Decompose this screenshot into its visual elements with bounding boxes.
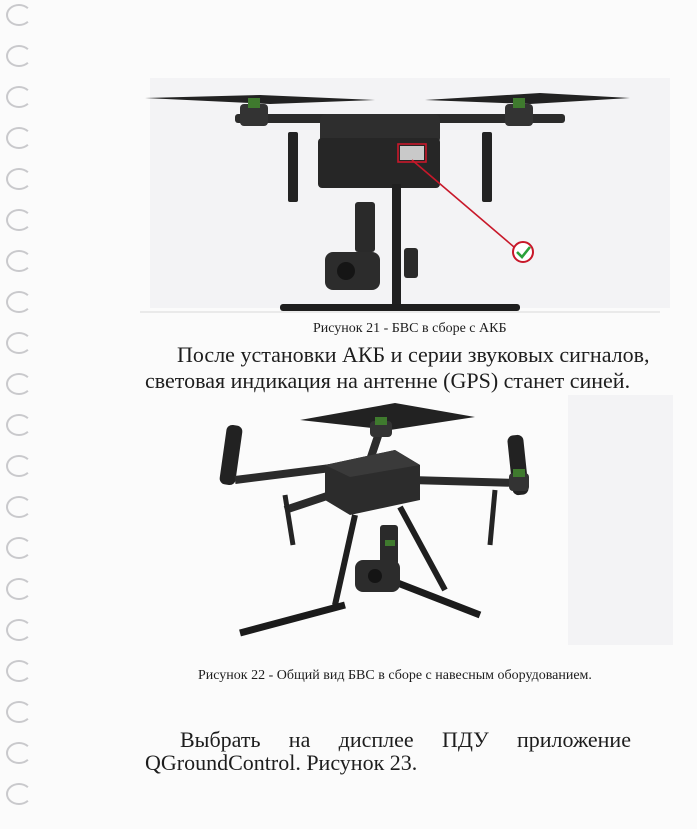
word: приложение xyxy=(517,727,631,752)
binding-ring xyxy=(6,4,32,26)
binding-ring xyxy=(6,455,32,477)
binding-ring xyxy=(6,250,32,272)
binding-ring xyxy=(6,332,32,354)
figure-22-caption: Рисунок 22 - Общий вид БВС в сборе с навесным оборудованием. xyxy=(198,668,592,683)
figure-21-caption: Рисунок 21 - БВС в сборе с АКБ xyxy=(313,321,507,336)
show-through-shadow xyxy=(568,395,673,645)
binding-ring xyxy=(6,701,32,723)
binding-ring xyxy=(6,209,32,231)
binding-ring xyxy=(6,496,32,518)
word: на xyxy=(288,727,311,752)
paragraph-line: После установки АКБ и серии звуковых сигналов, xyxy=(177,342,650,367)
word: ПДУ xyxy=(441,727,489,752)
binding-ring xyxy=(6,414,32,436)
binding-ring xyxy=(6,578,32,600)
spiral-binding xyxy=(0,0,40,829)
word: Выбрать xyxy=(180,727,261,752)
drone-perspective-image xyxy=(205,395,550,657)
binding-ring xyxy=(6,660,32,682)
paragraph-line: световая индикация на антенне (GPS) станет синей. xyxy=(145,368,631,393)
binding-ring xyxy=(6,619,32,641)
binding-ring xyxy=(6,45,32,67)
binding-ring xyxy=(6,168,32,190)
binding-ring xyxy=(6,537,32,559)
binding-ring xyxy=(6,742,32,764)
binding-ring xyxy=(6,783,32,805)
drone-front-view-image xyxy=(140,80,660,318)
word: дисплее xyxy=(338,727,414,752)
binding-ring xyxy=(6,373,32,395)
binding-ring xyxy=(6,127,32,149)
binding-ring xyxy=(6,86,32,108)
binding-ring xyxy=(6,291,32,313)
paragraph-line: QGroundControl. Рисунок 23. xyxy=(145,750,418,775)
